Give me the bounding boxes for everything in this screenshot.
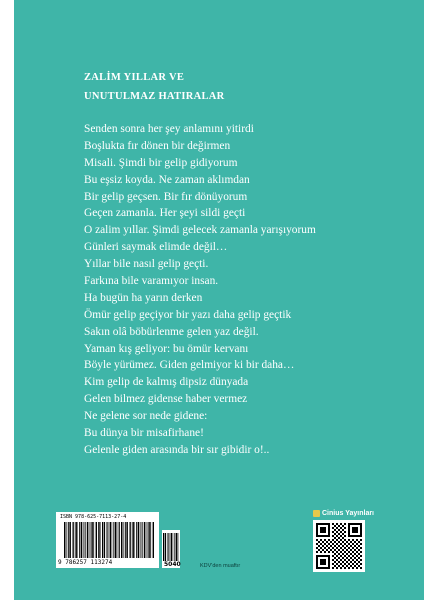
price-barcode [162, 530, 180, 568]
poem-line: Senden sonra her şey anlamını yitirdi [84, 123, 254, 135]
qr-code-icon [316, 523, 362, 569]
poem-body [84, 121, 316, 459]
price-barcode-bars [163, 533, 179, 561]
poem-line: O zalim yıllar. Şimdi gelecek zamanla yarışıyorum [84, 224, 316, 237]
poem-title-line-2: UNUTULMAZ HATIRALAR [84, 91, 225, 102]
publisher-label [313, 510, 374, 517]
poem-line: Ömür gelip geçiyor bir yazı daha gelip geçtik [84, 308, 292, 321]
isbn-label: ISBN 978-625-7113-27-4 [60, 514, 127, 520]
poem-line: Kim gelip de kalmış dipsiz dünyada [84, 376, 249, 389]
qr-code [313, 520, 365, 572]
barcode-bars [64, 522, 154, 558]
poem-line: Bu dünya bir misafirhane! [84, 427, 204, 440]
poem-line: Geçen zamanla. Her şeyi sildi geçti [84, 207, 246, 220]
poem-line: Ha bugün ha yarın derken [84, 291, 203, 304]
poem-title-line-1: ZALİM YILLAR VE [84, 72, 185, 83]
publisher-name: Cinius Yayınları [322, 510, 375, 517]
poem-line: Günleri saymak elimde değil… [84, 241, 228, 254]
poem-title [84, 68, 225, 106]
publisher-logo-icon [313, 510, 320, 517]
poem-line: Bir gelip geçsen. Bir fır dönüyorum [84, 190, 248, 203]
isbn-barcode [56, 512, 159, 568]
price-code: 5040 [164, 561, 181, 568]
tax-note: KDV'den muaftır [200, 563, 241, 569]
poem-line: Farkına bile varamıyor insan. [84, 275, 219, 288]
poem-line: Ne gelene sor nede gidene: [84, 410, 208, 423]
poem-line: Sakın olâ böbürlenme gelen yaz değil. [84, 325, 259, 338]
barcode-digits: 9 786257 113274 [58, 559, 113, 566]
poem-line: Yaman kış geliyor: bu ömür kervanı [84, 342, 249, 355]
poem-line: Gelenle giden arasında bir sır gibidir o!.. [84, 443, 270, 456]
poem-line: Gelen bilmez gidense haber vermez [84, 393, 248, 406]
poem-line: Böyle yürümez. Giden gelmiyor ki bir daha… [84, 359, 295, 372]
poem-line: Bu eşsiz koyda. Ne zaman aklımdan [84, 173, 250, 186]
poem-line: Boşlukta fır dönen bir değirmen [84, 139, 231, 152]
poem-line: Yıllar bile nasıl gelip geçti. [84, 258, 209, 271]
poem-line: Misali. Şimdi bir gelip gidiyorum [84, 156, 238, 169]
